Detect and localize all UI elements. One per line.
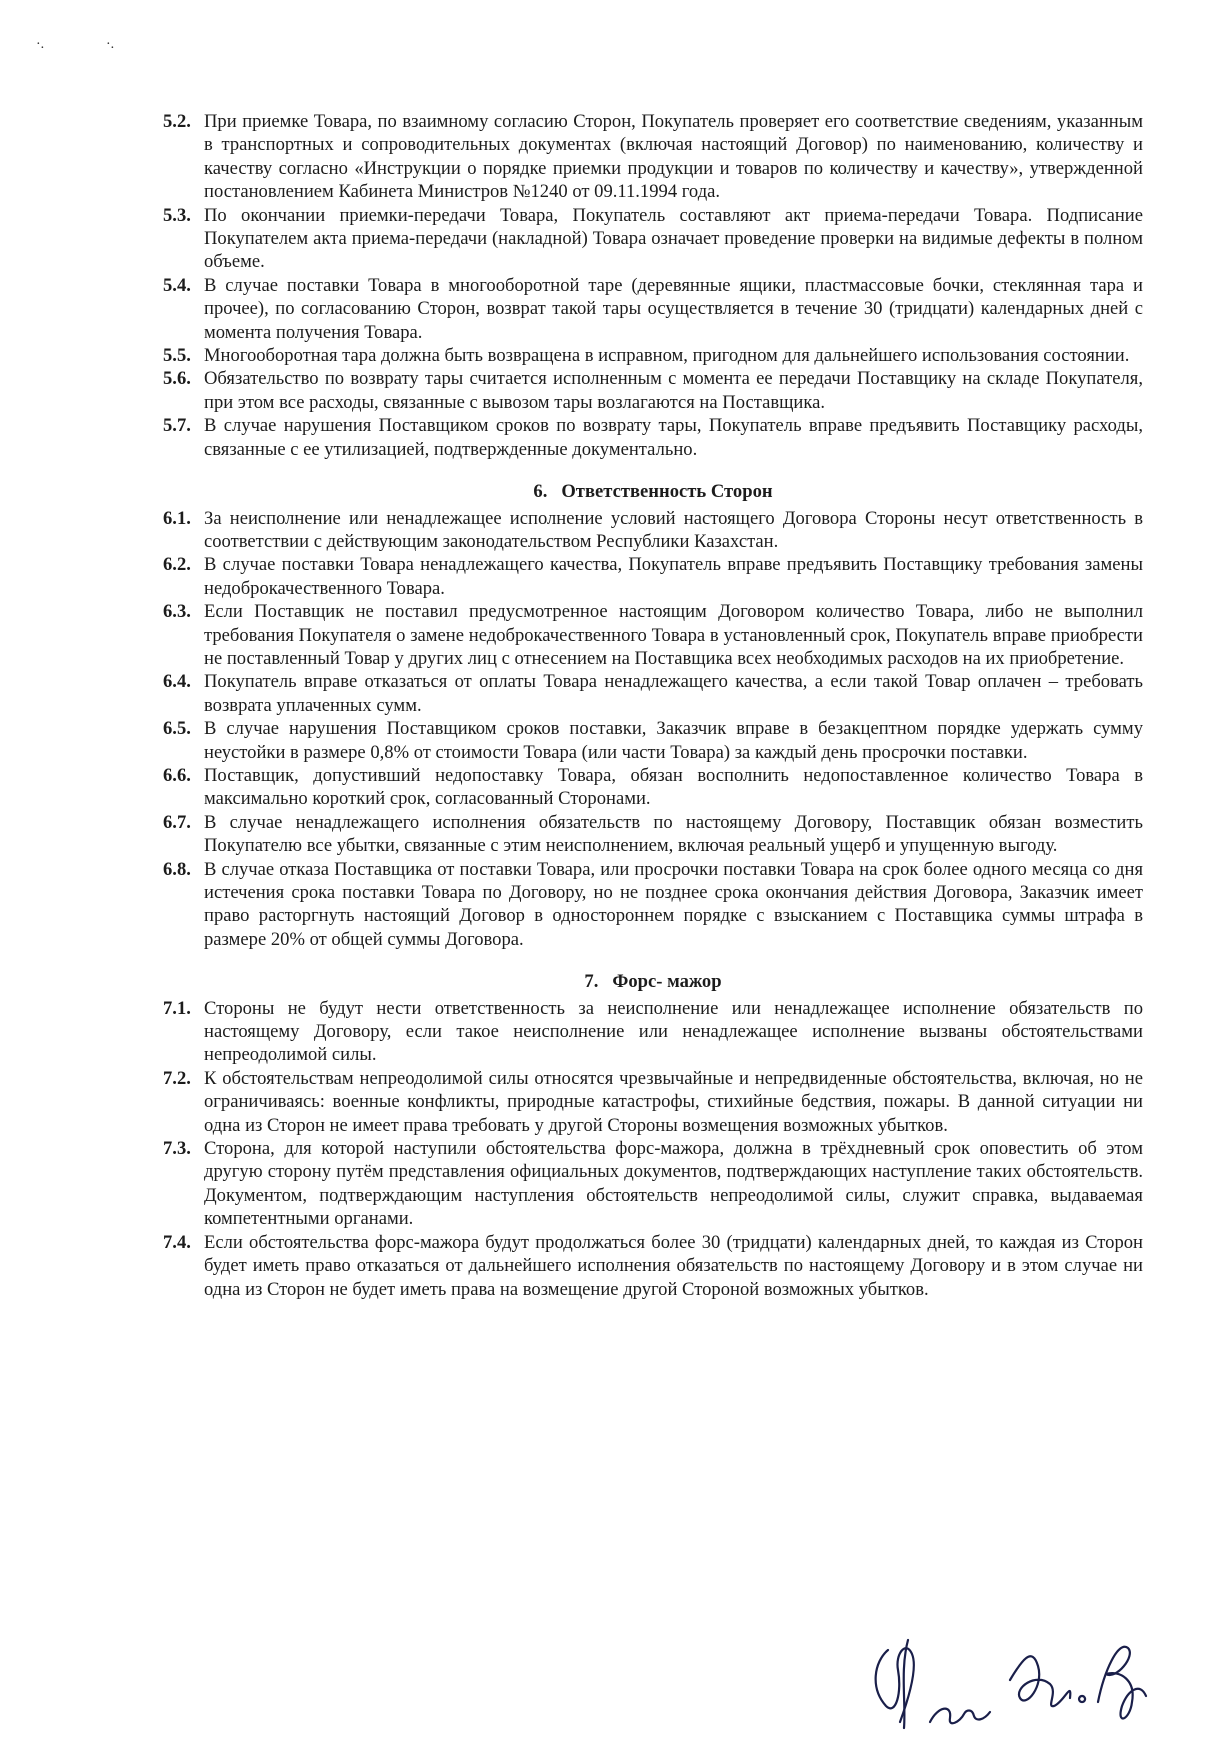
clause-number: 6.4. [163, 671, 191, 693]
clause-6-4 [163, 670, 1143, 717]
clause-text: В случае нарушения Поставщиком сроков по возврату тары, Покупатель вправе предъявить Поставщику расходы, связанные с ее утилизацией, подтвержденные документально. [204, 415, 1143, 460]
clause-text: В случае поставки Товара ненадлежащего качества, Покупатель вправе предъявить Поставщику требования замены недоброкачественного Товара. [204, 554, 1143, 599]
section-7-heading [163, 970, 1143, 993]
clause-6-5 [163, 717, 1143, 764]
clause-text: К обстоятельствам непреодолимой силы относятся чрезвычайные и непредвиденные обстоятельства, включая, но не ограничиваясь: военные конфликты, природные катастрофы, стихийные бедствия, пожары. В данной ситуации ни одна из Сторон не имеет права требовать у другой Стороны возмещения возможных убытков. [204, 1067, 1143, 1136]
clause-text: Если обстоятельства форс-мажора будут продолжаться более 30 (тридцати) календарных дней, то каждая из Сторон будет иметь право отказаться от дальнейшего исполнения обязательств по настоящему Договору и в этом случае ни одна из Сторон не будет иметь права на возмещение другой Стороной возможных убытков. [204, 1231, 1143, 1300]
clause-7-4 [163, 1231, 1143, 1301]
clause-number: 7.1. [163, 997, 191, 1019]
clause-number: 5.2. [163, 111, 191, 132]
clause-number: 7.3. [163, 1138, 191, 1160]
signature-right-stroke [1010, 1656, 1070, 1706]
clause-number: 6.6. [163, 764, 191, 786]
clause-7-2 [163, 1067, 1143, 1137]
clause-text: Обязательство по возврату тары считается исполненным с момента ее передачи Поставщику на складе Покупателя, при этом все расходы, связанные с вывозом тары возлагаются на Поставщика. [204, 368, 1143, 413]
clause-number: 6.1. [163, 507, 191, 529]
clause-text: Стороны не будут нести ответственность за неисполнение или ненадлежащее исполнение обязательств по настоящему Договору, если такое неисполнение или ненадлежащее исполнение вызваны обстоятельствами непреодолимой силы. [204, 997, 1143, 1066]
document-body [163, 110, 1143, 1301]
clause-6-2 [163, 553, 1143, 600]
section-title: Форс- мажор [612, 971, 722, 993]
signature-left-stroke [876, 1648, 914, 1722]
clause-number: 6.8. [163, 858, 191, 880]
clause-5-4 [163, 274, 1143, 344]
clause-text: За неисполнение или ненадлежащее исполнение условий настоящего Договора Стороны несут ответственность в соответствии с действующим законодательством Республики Казахстан. [204, 507, 1143, 552]
scan-corner-mark-right: ·. [106, 37, 115, 52]
clause-5-5 [163, 344, 1143, 367]
clause-6-6 [163, 764, 1143, 811]
clause-text: Покупатель вправе отказаться от оплаты Товара ненадлежащего качества, а если такой Товар оплачен – требовать возврата уплаченных сумм. [204, 671, 1143, 716]
clause-text: В случае нарушения Поставщиком сроков поставки, Заказчик вправе в безакцептном порядке удержать сумму неустойки в размере 0,8% от стоимости Товара (или части Товара) за каждый день просрочки поставки. [204, 718, 1143, 763]
clause-5-2 [163, 110, 1143, 204]
clause-6-3 [163, 600, 1143, 670]
clause-number: 6.2. [163, 554, 191, 576]
clause-number: 5.4. [163, 274, 191, 296]
section-6-heading [163, 480, 1143, 503]
clause-text: Поставщик, допустивший недопоставку Товара, обязан восполнить недопоставленное количество Товара в максимально короткий срок, согласованный Сторонами. [204, 764, 1143, 810]
clause-text: По окончании приемки-передачи Товара, Покупатель составляют акт приема-передачи Товара. Подписание Покупателем акта приема-передачи (накладной) Товара означает проведение проверки на видимые дефекты в полном объеме. [204, 204, 1143, 273]
clause-number: 6.5. [163, 718, 191, 740]
scan-corner-mark-left: ·. [36, 37, 45, 52]
signature-right-stroke [1079, 1696, 1085, 1702]
clause-number: 5.6. [163, 368, 191, 390]
clause-5-7 [163, 414, 1143, 461]
clause-number: 7.2. [163, 1067, 191, 1089]
clause-6-8 [163, 858, 1143, 952]
clause-text: При приемке Товара, по взаимному согласию Сторон, Покупатель проверяет его соответствие сведениям, указанным в транспортных и сопроводительных документах (включая настоящий Договор) по наименованию, количеству и качеству согласно «Инструкции о порядке приемки продукции и товаров по количеству и качеству», утвержденной постановлением Кабинета Министров №1240 от 09.11.1994 года. [204, 111, 1143, 203]
signature-right-stroke [1098, 1647, 1146, 1719]
clause-6-1 [163, 507, 1143, 554]
signature-middle-stroke [930, 1709, 990, 1724]
clause-text: Если Поставщик не поставил предусмотренное настоящим Договором количество Товара, либо не выполнил требования Покупателя о замене недоброкачественного Товара в установленный срок, Покупатель вправе приобрести не поставленный Товар у других лиц с отнесением на Поставщика всех необходимых расходов на их приобретение. [204, 601, 1143, 669]
clause-number: 6.7. [163, 811, 191, 833]
clause-number: 5.3. [163, 204, 191, 226]
clause-number: 5.7. [163, 415, 191, 437]
clause-6-7 [163, 811, 1143, 858]
section-title: Ответственность Сторон [561, 481, 773, 503]
clause-number: 7.4. [163, 1231, 191, 1253]
clause-text: В случае отказа Поставщика от поставки Товара, или просрочки поставки Товара на срок более одного месяца со дня истечения срока поставки Товара по Договору, но не позднее срока окончания действия Договора, Заказчик имеет право расторгнуть настоящий Договор в одностороннем порядке с взысканием с Поставщика суммы штрафа в размере 20% от общей суммы Договора. [204, 858, 1143, 950]
signature-left-stroke [904, 1640, 908, 1728]
signature-ink [876, 1640, 1146, 1728]
clause-7-1 [163, 997, 1143, 1067]
handwritten-signatures [860, 1610, 1190, 1730]
clause-5-3 [163, 204, 1143, 274]
clause-number: 6.3. [163, 601, 191, 623]
clause-text: В случае поставки Товара в многооборотной таре (деревянные ящики, пластмассовые бочки, стеклянная тара и прочее), по согласованию Сторон, возврат такой тары осуществляется в течение 30 (тридцати) календарных дней с момента получения Товара. [204, 274, 1143, 343]
section-number: 7. [584, 971, 599, 993]
clause-text: Сторона, для которой наступили обстоятельства форс-мажора, должна в трёхдневный срок оповестить об этом другую сторону путём представления официальных документов, подтверждающих наступление таких обстоятельств. Документом, подтверждающим наступления обстоятельств непреодолимой силы, служит справка, выдаваемая компетентными органами. [204, 1138, 1143, 1230]
clause-text: Многооборотная тара должна быть возвращена в исправном, пригодном для дальнейшего использования состоянии. [204, 345, 1130, 367]
clause-number: 5.5. [163, 345, 191, 367]
clause-5-6 [163, 367, 1143, 414]
section-number: 6. [533, 481, 548, 503]
clause-text: В случае ненадлежащего исполнения обязательств по настоящему Договору, Поставщик обязан возместить Покупателю все убытки, связанные с этим неисполнением, включая реальный ущерб и упущенную выгоду. [204, 811, 1143, 857]
clause-7-3 [163, 1137, 1143, 1231]
